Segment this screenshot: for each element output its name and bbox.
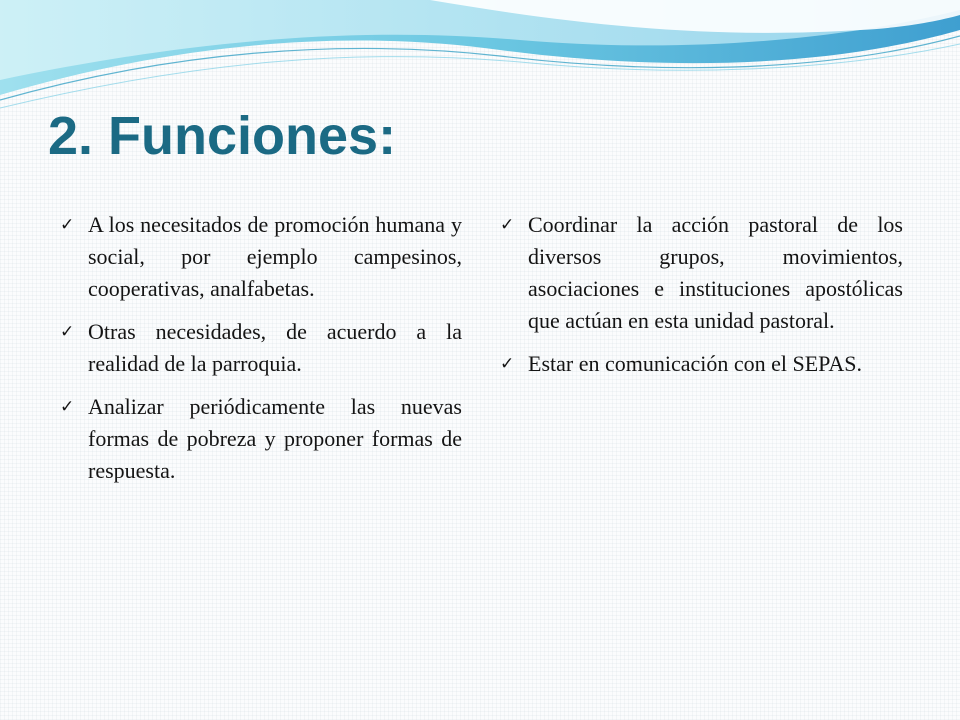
list-item xyxy=(500,209,903,337)
list-item-text: A los necesitados de promoción humana y social, por ejemplo campesinos, cooperativas, analfabetas. xyxy=(88,212,462,301)
list-item xyxy=(60,316,462,380)
list-item-text: Coordinar la acción pastoral de los diversos grupos, movimientos, asociaciones e instituciones apostólicas que actúan en esta unidad pastoral. xyxy=(528,212,903,333)
list-item xyxy=(60,391,462,487)
checkmark-icon: ✓ xyxy=(60,397,75,417)
left-bullet-list xyxy=(60,209,462,498)
checkmark-icon: ✓ xyxy=(60,215,75,235)
list-item-text: Analizar periódicamente las nuevas formas de pobreza y proponer formas de respuesta. xyxy=(88,394,462,483)
checkmark-icon: ✓ xyxy=(500,215,515,235)
right-bullet-list xyxy=(500,209,903,391)
slide-title: 2. Funciones: xyxy=(48,106,397,166)
checkmark-icon: ✓ xyxy=(60,322,75,342)
list-item-text: Estar en comunicación con el SEPAS. xyxy=(528,351,863,376)
checkmark-icon: ✓ xyxy=(500,354,515,374)
list-item xyxy=(60,209,462,305)
list-item xyxy=(500,348,903,380)
header-wave-decoration xyxy=(0,0,960,120)
list-item-text: Otras necesidades, de acuerdo a la realidad de la parroquia. xyxy=(88,319,462,376)
